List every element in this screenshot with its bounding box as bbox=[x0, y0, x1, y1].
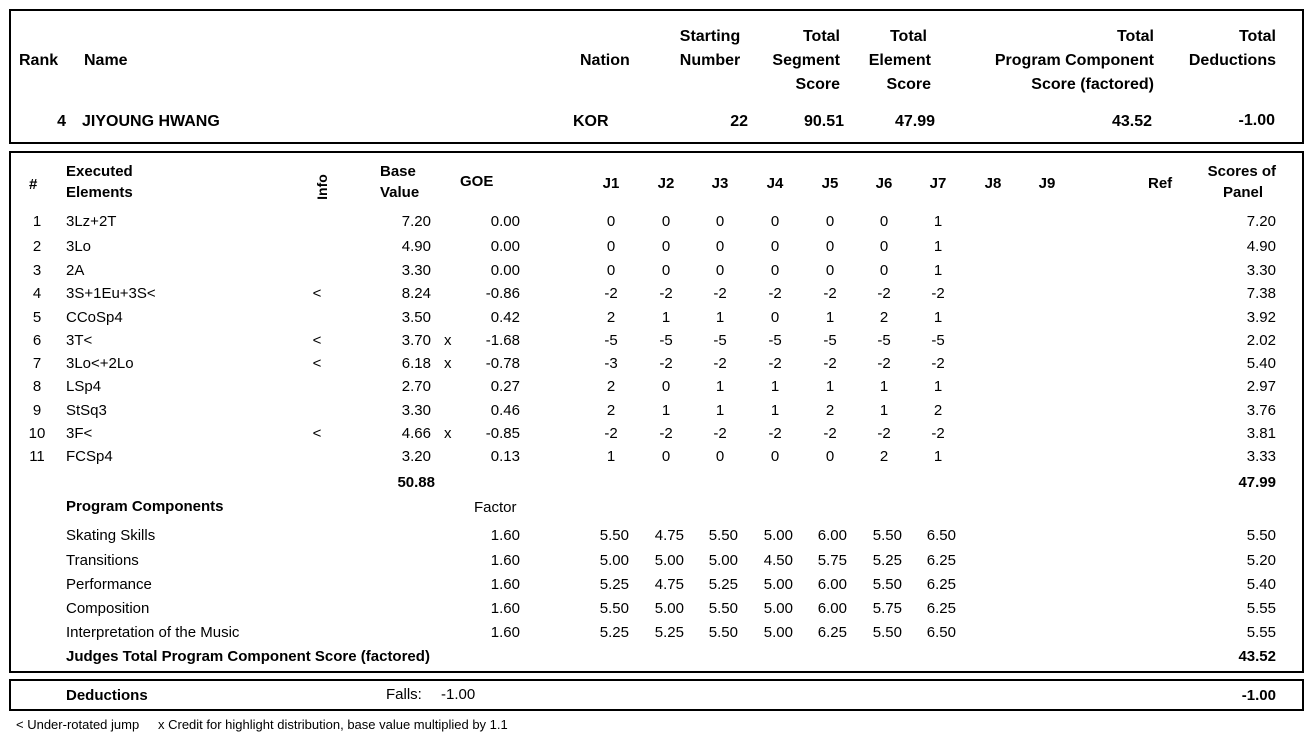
component-judge-score-j7: 6.25 bbox=[926, 552, 956, 569]
pcs-header-3: Score (factored) bbox=[1031, 76, 1154, 93]
starting-number-header-2: Number bbox=[679, 52, 741, 69]
element-name: StSq3 bbox=[66, 402, 107, 419]
element-judge-score-j5: 0 bbox=[825, 262, 835, 279]
element-info: < bbox=[312, 332, 322, 349]
element-goe: -1.68 bbox=[485, 332, 520, 349]
legend-credit: x Credit for highlight distribution, base value multiplied by 1.1 bbox=[158, 717, 508, 732]
element-judge-score-j7: -2 bbox=[931, 285, 945, 302]
col-num-header: # bbox=[29, 176, 38, 193]
component-judge-score-j3: 5.25 bbox=[708, 576, 738, 593]
element-judge-score-j2: 1 bbox=[661, 309, 671, 326]
element-panel-score: 3.76 bbox=[1246, 402, 1276, 419]
element-judge-score-j1: -2 bbox=[604, 285, 618, 302]
skater-total-element-score: 47.99 bbox=[894, 113, 935, 130]
element-number: 3 bbox=[32, 262, 42, 279]
element-judge-score-j4: 0 bbox=[770, 238, 780, 255]
deductions-box bbox=[9, 679, 1304, 711]
element-number: 5 bbox=[32, 309, 42, 326]
element-judge-score-j2: -5 bbox=[659, 332, 673, 349]
element-name: 3Lz+2T bbox=[66, 213, 117, 230]
element-judge-score-j3: 0 bbox=[715, 262, 725, 279]
component-judge-score-j3: 5.00 bbox=[708, 552, 738, 569]
component-judge-score-j5: 6.00 bbox=[817, 527, 847, 544]
deductions-header-1: Total bbox=[1238, 28, 1276, 45]
element-judge-score-j5: 1 bbox=[825, 378, 835, 395]
element-name: 3Lo bbox=[66, 238, 92, 255]
element-judge-score-j2: 1 bbox=[661, 402, 671, 419]
element-judge-score-j3: 0 bbox=[715, 448, 725, 465]
component-judge-score-j1: 5.50 bbox=[599, 600, 629, 617]
element-goe: -0.78 bbox=[485, 355, 520, 372]
skater-starting-number: 22 bbox=[730, 113, 748, 130]
element-panel-score: 3.81 bbox=[1246, 425, 1276, 442]
element-judge-score-j5: 1 bbox=[825, 309, 835, 326]
component-judge-score-j1: 5.25 bbox=[599, 576, 629, 593]
element-name: 3S+1Eu+3S< bbox=[66, 285, 156, 302]
element-judge-score-j3: -2 bbox=[713, 355, 727, 372]
element-judge-score-j2: 0 bbox=[661, 262, 671, 279]
component-judge-score-j2: 5.00 bbox=[654, 552, 684, 569]
element-judge-score-j1: -5 bbox=[604, 332, 618, 349]
element-judge-score-j7: 2 bbox=[933, 402, 943, 419]
element-judge-score-j6: -5 bbox=[877, 332, 891, 349]
falls-value: -1.00 bbox=[441, 686, 476, 703]
element-base-value: 8.24 bbox=[401, 285, 431, 302]
element-judge-score-j3: 0 bbox=[715, 213, 725, 230]
base-value-total: 50.88 bbox=[397, 474, 435, 491]
element-number: 1 bbox=[32, 213, 42, 230]
component-name: Performance bbox=[66, 576, 152, 593]
component-judge-score-j4: 5.00 bbox=[763, 576, 793, 593]
deductions-header-2: Deductions bbox=[1188, 52, 1276, 69]
element-panel-score: 2.97 bbox=[1246, 378, 1276, 395]
component-name: Skating Skills bbox=[66, 527, 156, 544]
tes-header-1: Total bbox=[889, 28, 927, 45]
col-goe-header: GOE bbox=[460, 173, 494, 190]
element-judge-score-j3: 0 bbox=[715, 238, 725, 255]
col-j1-header: J1 bbox=[602, 175, 620, 192]
element-judge-score-j7: 1 bbox=[933, 213, 943, 230]
element-judge-score-j4: 1 bbox=[770, 402, 780, 419]
element-name: 3F< bbox=[66, 425, 93, 442]
skater-name: JIYOUNG HWANG bbox=[82, 113, 220, 130]
element-credit-mark: x bbox=[444, 425, 452, 442]
element-judge-score-j1: 2 bbox=[606, 378, 616, 395]
element-judge-score-j2: 0 bbox=[661, 238, 671, 255]
element-base-value: 3.70 bbox=[401, 332, 431, 349]
element-judge-score-j2: 0 bbox=[661, 378, 671, 395]
element-judge-score-j3: -2 bbox=[713, 425, 727, 442]
element-judge-score-j6: -2 bbox=[877, 425, 891, 442]
judges-total-pcs-label: Judges Total Program Component Score (factored) bbox=[66, 648, 430, 665]
element-goe: -0.85 bbox=[485, 425, 520, 442]
col-executed-header-1: Executed bbox=[66, 163, 133, 180]
element-base-value: 4.66 bbox=[401, 425, 431, 442]
element-judge-score-j6: -2 bbox=[877, 355, 891, 372]
element-name: 2A bbox=[66, 262, 85, 279]
col-panel-header-1: Scores of bbox=[1207, 163, 1276, 180]
element-judge-score-j5: 0 bbox=[825, 448, 835, 465]
component-judge-score-j6: 5.50 bbox=[872, 527, 902, 544]
element-name: LSp4 bbox=[66, 378, 102, 395]
element-credit-mark: x bbox=[444, 332, 452, 349]
element-judge-score-j5: 0 bbox=[825, 238, 835, 255]
element-info: < bbox=[312, 285, 322, 302]
component-judge-score-j7: 6.50 bbox=[926, 527, 956, 544]
element-number: 4 bbox=[32, 285, 42, 302]
element-base-value: 3.20 bbox=[401, 448, 431, 465]
element-number: 10 bbox=[28, 425, 46, 442]
pcs-header-1: Total bbox=[1116, 28, 1154, 45]
component-judge-score-j2: 5.00 bbox=[654, 600, 684, 617]
element-name: 3Lo<+2Lo bbox=[66, 355, 134, 372]
element-judge-score-j5: 2 bbox=[825, 402, 835, 419]
element-judge-score-j5: -2 bbox=[823, 285, 837, 302]
component-factor: 1.60 bbox=[490, 600, 520, 617]
element-judge-score-j1: 1 bbox=[606, 448, 616, 465]
component-judge-score-j4: 4.50 bbox=[763, 552, 793, 569]
skater-total-pcs: 43.52 bbox=[1111, 113, 1152, 130]
component-judge-score-j6: 5.75 bbox=[872, 600, 902, 617]
element-base-value: 3.50 bbox=[401, 309, 431, 326]
element-panel-score: 3.92 bbox=[1246, 309, 1276, 326]
element-judge-score-j4: 0 bbox=[770, 262, 780, 279]
starting-number-header-1: Starting bbox=[679, 28, 741, 45]
col-j9-header: J9 bbox=[1038, 175, 1056, 192]
col-j6-header: J6 bbox=[875, 175, 893, 192]
tss-header-1: Total bbox=[802, 28, 840, 45]
element-goe: -0.86 bbox=[485, 285, 520, 302]
element-panel-score: 2.02 bbox=[1246, 332, 1276, 349]
element-judge-score-j2: -2 bbox=[659, 425, 673, 442]
element-judge-score-j4: -2 bbox=[768, 425, 782, 442]
component-judge-score-j5: 6.00 bbox=[817, 576, 847, 593]
element-judge-score-j4: -2 bbox=[768, 355, 782, 372]
col-j4-header: J4 bbox=[766, 175, 784, 192]
element-judge-score-j5: -2 bbox=[823, 355, 837, 372]
element-judge-score-j6: 1 bbox=[879, 378, 889, 395]
col-info-header: Info bbox=[314, 174, 330, 200]
element-judge-score-j3: -5 bbox=[713, 332, 727, 349]
element-goe: 0.42 bbox=[490, 309, 520, 326]
component-judge-score-j3: 5.50 bbox=[708, 527, 738, 544]
component-factor: 1.60 bbox=[490, 527, 520, 544]
element-goe: 0.00 bbox=[490, 262, 520, 279]
element-judge-score-j1: 2 bbox=[606, 402, 616, 419]
component-judge-score-j1: 5.50 bbox=[599, 527, 629, 544]
element-panel-score: 4.90 bbox=[1246, 238, 1276, 255]
element-panel-score: 5.40 bbox=[1246, 355, 1276, 372]
element-number: 9 bbox=[32, 402, 42, 419]
skater-total-deductions: -1.00 bbox=[1238, 112, 1275, 129]
element-judge-score-j1: 0 bbox=[606, 213, 616, 230]
component-judge-score-j4: 5.00 bbox=[763, 600, 793, 617]
component-judge-score-j2: 4.75 bbox=[654, 527, 684, 544]
element-judge-score-j4: 0 bbox=[770, 309, 780, 326]
element-judge-score-j3: 1 bbox=[715, 378, 725, 395]
element-number: 7 bbox=[32, 355, 42, 372]
component-judge-score-j4: 5.00 bbox=[763, 527, 793, 544]
factor-header: Factor bbox=[474, 499, 517, 516]
component-judge-score-j5: 6.25 bbox=[817, 624, 847, 641]
element-judge-score-j5: -2 bbox=[823, 425, 837, 442]
falls-label: Falls: bbox=[386, 686, 422, 703]
col-base-header-1: Base bbox=[380, 163, 416, 180]
component-judge-score-j2: 4.75 bbox=[654, 576, 684, 593]
component-name: Composition bbox=[66, 600, 150, 617]
element-judge-score-j6: 0 bbox=[879, 238, 889, 255]
name-header: Name bbox=[84, 52, 128, 69]
component-judge-score-j1: 5.00 bbox=[599, 552, 629, 569]
element-judge-score-j6: 0 bbox=[879, 213, 889, 230]
component-name: Transitions bbox=[66, 552, 139, 569]
element-judge-score-j4: -2 bbox=[768, 285, 782, 302]
deductions-label: Deductions bbox=[66, 687, 148, 704]
skater-nation: KOR bbox=[573, 113, 609, 130]
element-judge-score-j2: -2 bbox=[659, 285, 673, 302]
component-judge-score-j6: 5.50 bbox=[872, 624, 902, 641]
component-factor: 1.60 bbox=[490, 624, 520, 641]
element-judge-score-j7: 1 bbox=[933, 238, 943, 255]
element-judge-score-j4: 0 bbox=[770, 213, 780, 230]
component-judge-score-j3: 5.50 bbox=[708, 600, 738, 617]
tss-header-3: Score bbox=[795, 76, 840, 93]
element-base-value: 3.30 bbox=[401, 262, 431, 279]
program-components-title: Program Components bbox=[66, 498, 224, 515]
col-j8-header: J8 bbox=[984, 175, 1002, 192]
element-judge-score-j1: -3 bbox=[604, 355, 618, 372]
element-credit-mark: x bbox=[444, 355, 452, 372]
pcs-header-2: Program Component bbox=[994, 52, 1154, 69]
element-base-value: 3.30 bbox=[401, 402, 431, 419]
element-judge-score-j3: -2 bbox=[713, 285, 727, 302]
element-judge-score-j1: 0 bbox=[606, 262, 616, 279]
element-judge-score-j7: 1 bbox=[933, 378, 943, 395]
col-j3-header: J3 bbox=[711, 175, 729, 192]
element-judge-score-j1: 0 bbox=[606, 238, 616, 255]
component-panel-score: 5.40 bbox=[1246, 576, 1276, 593]
col-j7-header: J7 bbox=[929, 175, 947, 192]
component-judge-score-j5: 5.75 bbox=[817, 552, 847, 569]
component-factor: 1.60 bbox=[490, 576, 520, 593]
element-judge-score-j3: 1 bbox=[715, 402, 725, 419]
tes-header-2: Element bbox=[868, 52, 931, 69]
element-judge-score-j2: -2 bbox=[659, 355, 673, 372]
tss-header-2: Segment bbox=[772, 52, 840, 69]
element-goe: 0.00 bbox=[490, 213, 520, 230]
nation-header: Nation bbox=[580, 52, 630, 69]
element-panel-score: 7.20 bbox=[1246, 213, 1276, 230]
element-number: 8 bbox=[32, 378, 42, 395]
element-base-value: 7.20 bbox=[401, 213, 431, 230]
element-judge-score-j1: -2 bbox=[604, 425, 618, 442]
element-goe: 0.00 bbox=[490, 238, 520, 255]
component-judge-score-j6: 5.50 bbox=[872, 576, 902, 593]
component-panel-score: 5.20 bbox=[1246, 552, 1276, 569]
element-judge-score-j6: 1 bbox=[879, 402, 889, 419]
element-judge-score-j3: 1 bbox=[715, 309, 725, 326]
col-panel-header-2: Panel bbox=[1222, 184, 1263, 201]
element-name: CCoSp4 bbox=[66, 309, 123, 326]
component-judge-score-j5: 6.00 bbox=[817, 600, 847, 617]
component-judge-score-j6: 5.25 bbox=[872, 552, 902, 569]
element-panel-score: 3.30 bbox=[1246, 262, 1276, 279]
component-name: Interpretation of the Music bbox=[66, 624, 240, 641]
element-number: 2 bbox=[32, 238, 42, 255]
component-panel-score: 5.50 bbox=[1246, 527, 1276, 544]
element-goe: 0.27 bbox=[490, 378, 520, 395]
element-panel-score: 7.38 bbox=[1246, 285, 1276, 302]
element-judge-score-j6: -2 bbox=[877, 285, 891, 302]
tes-header-3: Score bbox=[886, 76, 931, 93]
element-number: 6 bbox=[32, 332, 42, 349]
component-judge-score-j3: 5.50 bbox=[708, 624, 738, 641]
element-name: 3T< bbox=[66, 332, 93, 349]
element-judge-score-j7: 1 bbox=[933, 448, 943, 465]
element-judge-score-j6: 2 bbox=[879, 309, 889, 326]
col-j2-header: J2 bbox=[657, 175, 675, 192]
col-base-header-2: Value bbox=[380, 184, 420, 201]
element-base-value: 6.18 bbox=[401, 355, 431, 372]
element-info: < bbox=[312, 425, 322, 442]
col-executed-header-2: Elements bbox=[66, 184, 133, 201]
element-judge-score-j1: 2 bbox=[606, 309, 616, 326]
element-info: < bbox=[312, 355, 322, 372]
element-goe: 0.13 bbox=[490, 448, 520, 465]
element-number: 11 bbox=[29, 448, 45, 465]
element-judge-score-j5: -5 bbox=[823, 332, 837, 349]
skater-rank: 4 bbox=[57, 113, 66, 130]
element-base-value: 4.90 bbox=[401, 238, 431, 255]
element-judge-score-j7: -2 bbox=[931, 425, 945, 442]
element-goe: 0.46 bbox=[490, 402, 520, 419]
panel-score-total: 47.99 bbox=[1238, 474, 1276, 491]
rank-header: Rank bbox=[19, 52, 59, 69]
col-j5-header: J5 bbox=[821, 175, 839, 192]
element-judge-score-j2: 0 bbox=[661, 213, 671, 230]
element-judge-score-j2: 0 bbox=[661, 448, 671, 465]
component-judge-score-j2: 5.25 bbox=[654, 624, 684, 641]
element-judge-score-j4: 1 bbox=[770, 378, 780, 395]
element-panel-score: 3.33 bbox=[1246, 448, 1276, 465]
col-ref-header: Ref bbox=[1148, 175, 1173, 192]
element-judge-score-j7: 1 bbox=[933, 309, 943, 326]
component-judge-score-j7: 6.25 bbox=[926, 600, 956, 617]
component-judge-score-j1: 5.25 bbox=[599, 624, 629, 641]
element-judge-score-j6: 0 bbox=[879, 262, 889, 279]
element-base-value: 2.70 bbox=[401, 378, 431, 395]
element-name: FCSp4 bbox=[66, 448, 113, 465]
element-judge-score-j4: 0 bbox=[770, 448, 780, 465]
element-judge-score-j6: 2 bbox=[879, 448, 889, 465]
element-judge-score-j7: -5 bbox=[931, 332, 945, 349]
element-judge-score-j4: -5 bbox=[768, 332, 782, 349]
component-judge-score-j4: 5.00 bbox=[763, 624, 793, 641]
deductions-total: -1.00 bbox=[1241, 687, 1276, 704]
component-panel-score: 5.55 bbox=[1246, 624, 1276, 641]
component-judge-score-j7: 6.50 bbox=[926, 624, 956, 641]
judges-total-pcs-value: 43.52 bbox=[1238, 648, 1276, 665]
component-factor: 1.60 bbox=[490, 552, 520, 569]
component-judge-score-j7: 6.25 bbox=[926, 576, 956, 593]
element-judge-score-j5: 0 bbox=[825, 213, 835, 230]
element-judge-score-j7: -2 bbox=[931, 355, 945, 372]
legend-under-rotated: < Under-rotated jump bbox=[16, 717, 140, 732]
element-judge-score-j7: 1 bbox=[933, 262, 943, 279]
skater-total-segment-score: 90.51 bbox=[803, 113, 844, 130]
component-panel-score: 5.55 bbox=[1246, 600, 1276, 617]
